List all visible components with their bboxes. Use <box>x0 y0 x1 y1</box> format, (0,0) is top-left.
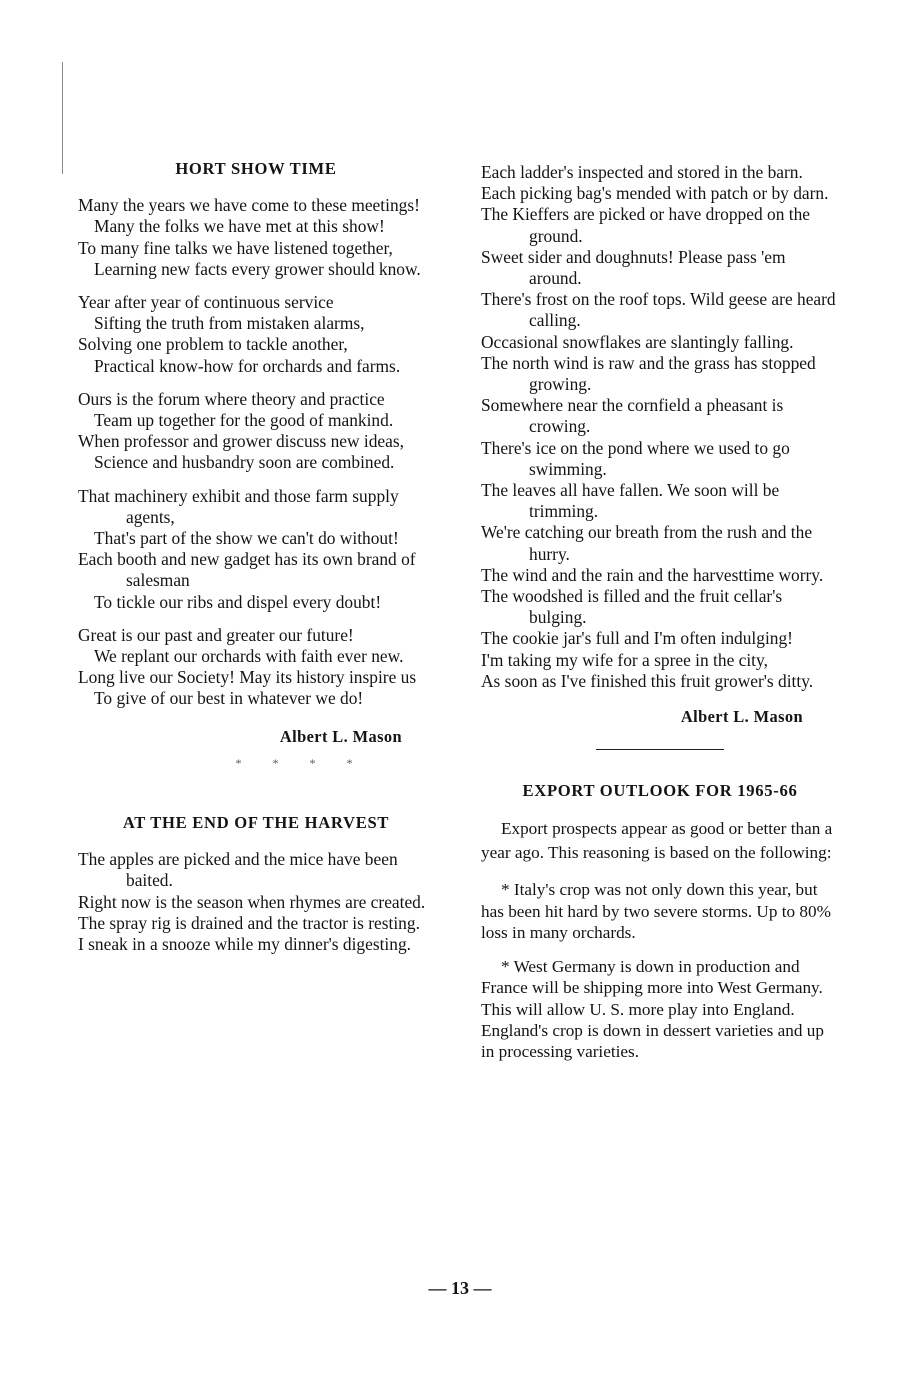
stanza-3 <box>78 389 434 474</box>
poem-line: When professor and grower discuss new ideas, <box>78 431 404 452</box>
poem-line: Learning new facts every grower should know. <box>94 258 421 279</box>
poem-line: To tickle our ribs and dispel every doubt! <box>94 591 382 612</box>
article-intro: Export prospects appear as good or better than a year ago. This reasoning is based on the following: <box>481 819 833 863</box>
article-point: * West Germany is down in production and France will be shipping more into West Germany. This will allow U. S. more play into England. England's crop is down in dessert varieties and up in processing varieties. <box>481 956 824 1062</box>
poem-line: To give of our best in whatever we do! <box>94 688 364 709</box>
poem-line: As soon as I've finished this fruit grower's ditty. <box>481 670 814 691</box>
poem-line: Occasional snowflakes are slantingly falling. <box>481 331 794 352</box>
poem-line: The leaves all have fallen. We soon will be trimming. <box>481 480 780 522</box>
stanza-5 <box>78 625 434 710</box>
poem-line: That machinery exhibit and those farm supply agents, <box>78 485 399 527</box>
poem-line: Somewhere near the cornfield a pheasant is crowing. <box>481 395 784 437</box>
left-column <box>78 158 434 955</box>
poem-title-hort-show-time: HORT SHOW TIME <box>175 159 337 178</box>
poem-line: Each booth and new gadget has its own brand of salesman <box>78 549 416 591</box>
poem-line: Each picking bag's mended with patch or by darn. <box>481 183 829 204</box>
horizontal-rule <box>596 749 724 750</box>
margin-rule <box>62 62 63 174</box>
stanza-4 <box>78 486 434 613</box>
poem-line: Sweet sider and doughnuts! Please pass 'em around. <box>481 246 786 289</box>
signature: Albert L. Mason <box>279 726 402 746</box>
signature: Albert L. Mason <box>680 707 803 727</box>
page-number: — 13 — <box>428 1278 492 1298</box>
poem-line: We're catching our breath from the rush and the hurry. <box>481 522 813 564</box>
poem-line: The cookie jar's full and I'm often indulging! <box>481 628 793 649</box>
poem-title-end-of-harvest: AT THE END OF THE HARVEST <box>122 813 390 833</box>
poem-line: Many the years we have come to these meetings! <box>78 195 420 216</box>
poem-line: Year after year of continuous service <box>78 292 334 313</box>
poem-line: The Kieffers are picked or have dropped on the ground. <box>481 204 810 246</box>
poem-line: Team up together for the good of mankind. <box>94 410 394 431</box>
stanza-harvest-start <box>78 849 434 955</box>
poem-line: Science and husbandry soon are combined. <box>94 452 395 473</box>
poem-line: Many the folks we have met at this show! <box>94 216 385 237</box>
divider-container <box>481 749 839 750</box>
poem-line: The apples are picked and the mice have been baited. <box>78 849 398 891</box>
poem-line: To many fine talks we have listened together, <box>78 237 393 258</box>
poem-line: We replant our orchards with faith ever new. <box>94 646 404 667</box>
poem-line: Solving one problem to tackle another, <box>78 334 348 355</box>
article-point: * Italy's crop was not only down this year, but has been hit hard by two severe storms. Up to 80% loss in many orchards. <box>481 880 831 943</box>
poem-line: There's frost on the roof tops. Wild geese are heard calling. <box>481 289 836 331</box>
poem-line: Ours is the forum where theory and practice <box>78 388 385 409</box>
poem-line: The spray rig is drained and the tractor is resting. <box>78 912 420 933</box>
article-title-export-outlook: EXPORT OUTLOOK FOR 1965-66 <box>522 781 798 801</box>
right-column <box>481 162 839 1063</box>
poem-line: Long live our Society! May its history inspire us <box>78 667 417 688</box>
harvest-poem-continued <box>481 162 839 692</box>
poem-line: Great is our past and greater our future! <box>78 624 354 645</box>
poem-line: Each ladder's inspected and stored in the barn. <box>481 162 803 182</box>
section-separator: * * * * <box>235 755 367 770</box>
poem-line: I sneak in a snooze while my dinner's digesting. <box>78 934 412 955</box>
poem-line: I'm taking my wife for a spree in the city, <box>481 649 768 670</box>
poem-line: There's ice on the pond where we used to go swimming. <box>481 437 790 479</box>
poem-line: Right now is the season when rhymes are created. <box>78 891 426 912</box>
poem-line: The wind and the rain and the harvesttime worry. <box>481 564 824 585</box>
poem-line: That's part of the show we can't do without! <box>94 528 399 549</box>
poem-line: Sifting the truth from mistaken alarms, <box>94 313 365 334</box>
poem-line: Practical know-how for orchards and farms. <box>94 355 401 376</box>
stanza-1 <box>78 195 434 280</box>
stanza-2 <box>78 292 434 377</box>
poem-line: The north wind is raw and the grass has stopped growing. <box>481 352 816 395</box>
poem-line: The woodshed is filled and the fruit cellar's bulging. <box>481 586 783 628</box>
